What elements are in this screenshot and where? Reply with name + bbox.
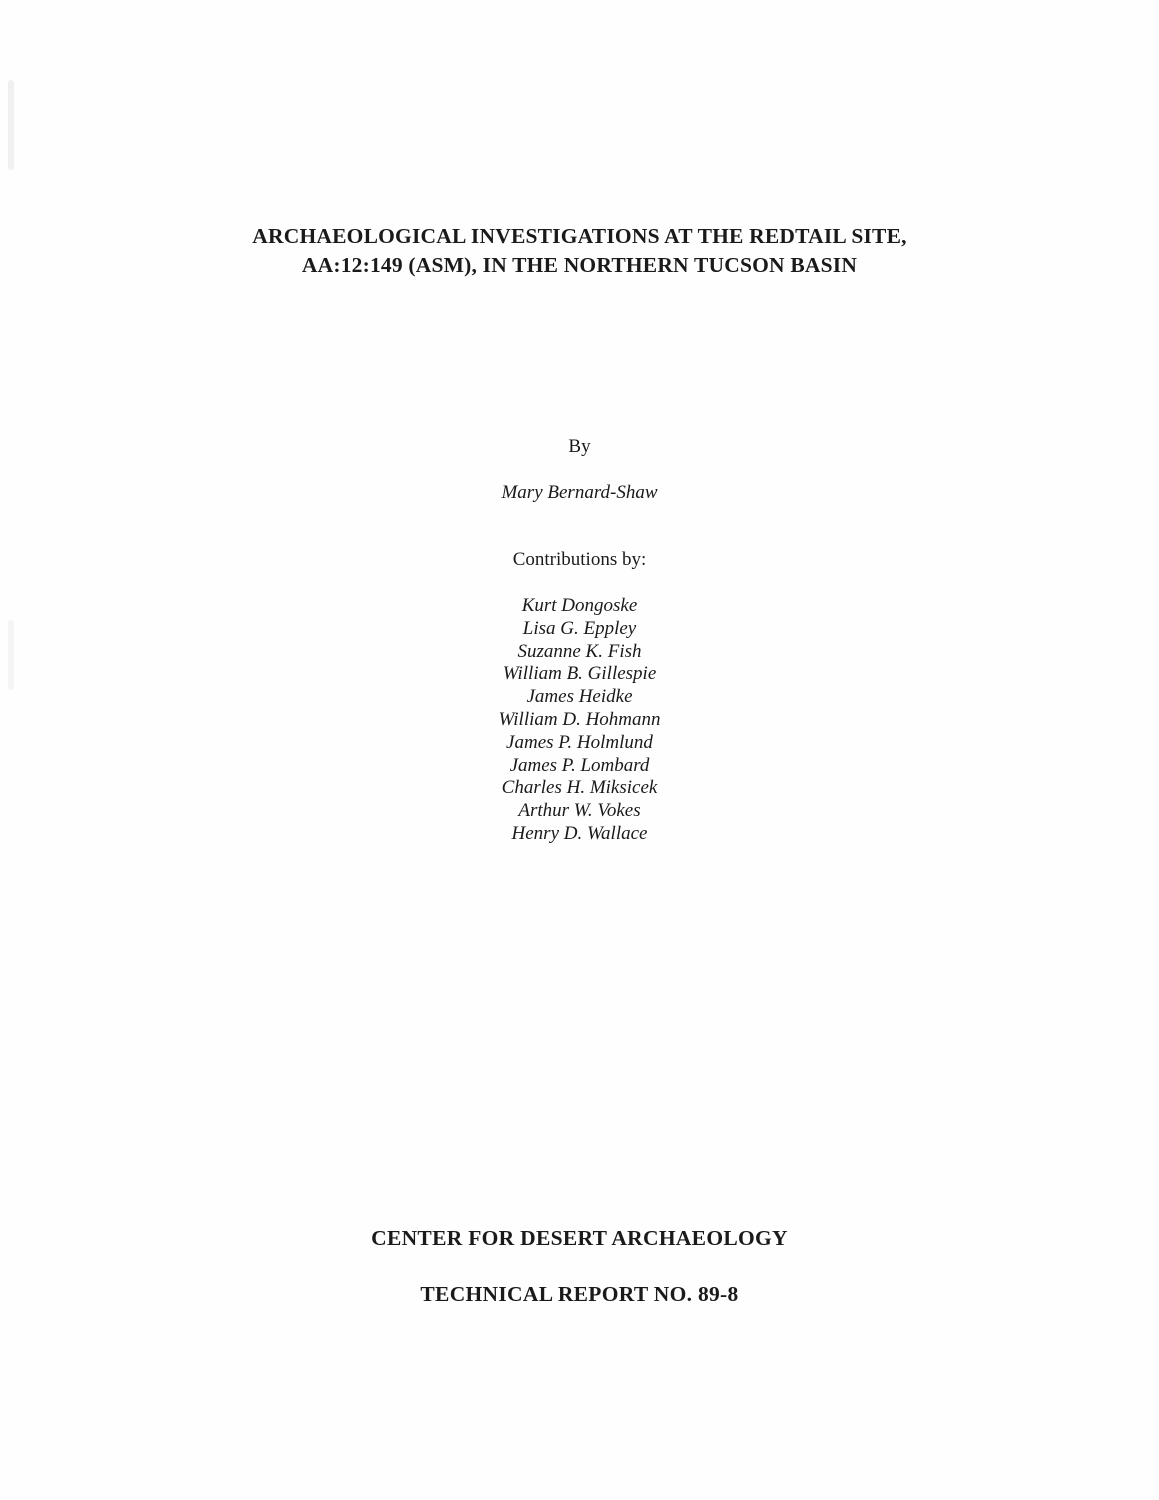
author-name: Mary Bernard-Shaw xyxy=(501,482,658,503)
document-title xyxy=(0,222,1159,280)
organization-name: CENTER FOR DESERT ARCHAEOLOGY xyxy=(371,1226,788,1250)
contributions-heading: Contributions by: xyxy=(512,549,647,570)
by-label: By xyxy=(568,436,591,457)
contributor-name: James P. Holmlund xyxy=(506,731,653,753)
contributor-name: William B. Gillespie xyxy=(502,663,657,685)
contributor-name: William D. Hohmann xyxy=(498,708,661,730)
contributor-name: Charles H. Miksicek xyxy=(501,777,658,799)
contributor-name: Suzanne K. Fish xyxy=(517,640,642,662)
title-line-2: AA:12:149 (ASM), IN THE NORTHERN TUCSON BASIN xyxy=(301,253,858,277)
report-number: TECHNICAL REPORT NO. 89-8 xyxy=(420,1282,739,1306)
title-line-1: ARCHAEOLOGICAL INVESTIGATIONS AT THE REDTAIL SITE, xyxy=(252,224,907,248)
contributor-name: Kurt Dongoske xyxy=(521,595,638,616)
contributor-name: James Heidke xyxy=(526,686,633,708)
scan-artifact xyxy=(8,80,14,170)
contributor-name: James P. Lombard xyxy=(509,754,650,776)
contributor-name: Lisa G. Eppley xyxy=(522,617,637,639)
contributor-name: Arthur W. Vokes xyxy=(518,800,641,822)
contributors-list xyxy=(0,595,1159,846)
contributor-name: Henry D. Wallace xyxy=(511,822,648,844)
